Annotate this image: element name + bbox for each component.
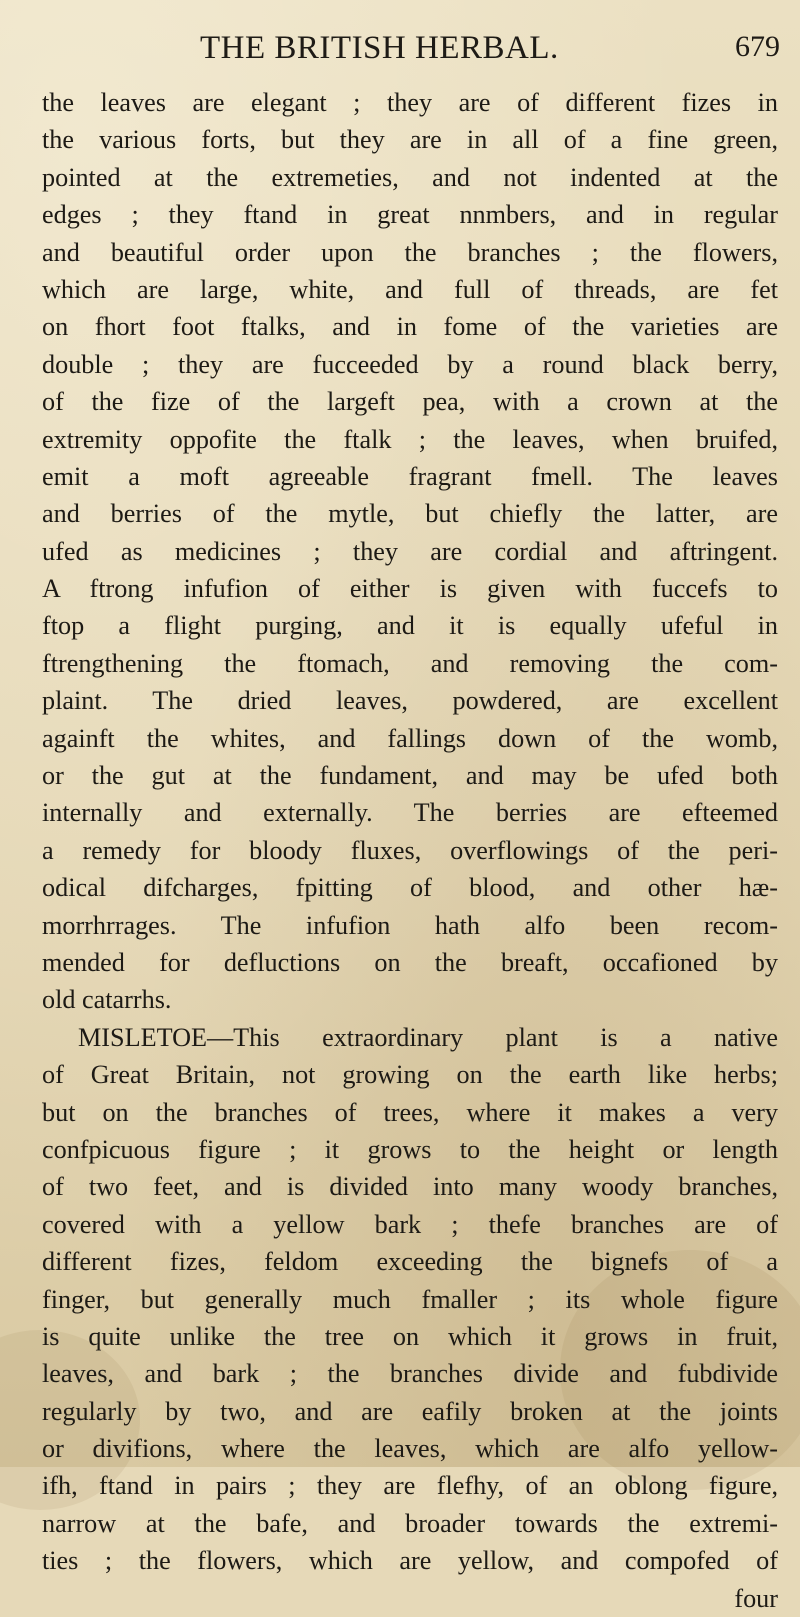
text-line: leaves, and bark ; the branches divide and fubdivide (42, 1359, 778, 1389)
text-line: edges ; they ftand in great nnmbers, and in regular (42, 200, 778, 230)
text-line: which are large, white, and full of threads, are fet (42, 274, 778, 304)
section-heading-line: MISLETOE—This extraordinary plant is a native (78, 1022, 778, 1052)
text-line: and beautiful order upon the branches ; the flowers, (42, 237, 778, 267)
text-line: the leaves are elegant ; they are of different fizes in (42, 88, 778, 117)
text-line: morrhrrages. The infufion hath alfo been recom- (42, 910, 778, 940)
text-line: but on the branches of trees, where it makes a very (42, 1097, 778, 1127)
paragraph-end-line: old catarrhs. (42, 985, 172, 1015)
text-line: and berries of the mytle, but chiefly the latter, are (42, 499, 778, 529)
text-line: regularly by two, and are eafily broken at the joints (42, 1396, 778, 1426)
text-line: of Great Britain, not growing on the earth like herbs; (42, 1060, 778, 1090)
text-line: againft the whites, and fallings down of the womb, (42, 723, 778, 753)
text-line: narrow at the bafe, and broader towards the extremi- (42, 1508, 778, 1538)
text-line: double ; they are fucceeded by a round black berry, (42, 349, 778, 379)
text-line: the various forts, but they are in all of a fine green, (42, 125, 778, 155)
text-line: ties ; the flowers, which are yellow, and compofed of (42, 1546, 778, 1576)
text-line: covered with a yellow bark ; thefe branches are of (42, 1209, 778, 1239)
text-line: extremity oppofite the ftalk ; the leaves, when bruifed, (42, 424, 778, 454)
text-line: or the gut at the fundament, and may be ufed both (42, 761, 778, 791)
text-line: ftop a flight purging, and it is equally ufeful in (42, 611, 778, 641)
catchword: four (734, 1583, 778, 1613)
page-header (0, 10, 800, 68)
text-line: A ftrong infufion of either is given with fuccefs to (42, 574, 778, 604)
text-line: finger, but generally much fmaller ; its whole figure (42, 1284, 778, 1314)
text-line: ifh, ftand in pairs ; they are flefhy, of an oblong figure, (42, 1471, 778, 1501)
text-line: is quite unlike the tree on which it grows in fruit, (42, 1321, 778, 1351)
text-line: ftrengthening the ftomach, and removing the com- (42, 648, 778, 678)
text-line: or divifions, where the leaves, which are alfo yellow- (42, 1434, 778, 1464)
running-title: THE BRITISH HERBAL. (200, 30, 559, 66)
text-line: ufed as medicines ; they are cordial and aftringent. (42, 536, 778, 566)
text-line: odical difcharges, fpitting of blood, and other hæ- (42, 873, 778, 903)
text-line: internally and externally. The berries are efteemed (42, 798, 778, 828)
text-line: mended for defluctions on the breaft, occafioned by (42, 947, 778, 977)
text-line: confpicuous figure ; it grows to the height or length (42, 1134, 778, 1164)
text-line: plaint. The dried leaves, powdered, are excellent (42, 686, 778, 716)
text-line: on fhort foot ftalks, and in fome of the varieties are (42, 312, 778, 342)
text-line: different fizes, feldom exceeding the bignefs of a (42, 1247, 778, 1277)
text-line: of the fize of the largeft pea, with a crown at the (42, 387, 778, 417)
text-line: pointed at the extremeties, and not indented at the (42, 162, 778, 192)
text-line: of two feet, and is divided into many woody branches, (42, 1172, 778, 1202)
text-line: emit a moft agreeable fragrant fmell. The leaves (42, 461, 778, 491)
text-line: a remedy for bloody fluxes, overflowings of the peri- (42, 835, 778, 865)
page-number: 679 (735, 30, 780, 63)
body-text (42, 84, 778, 1617)
